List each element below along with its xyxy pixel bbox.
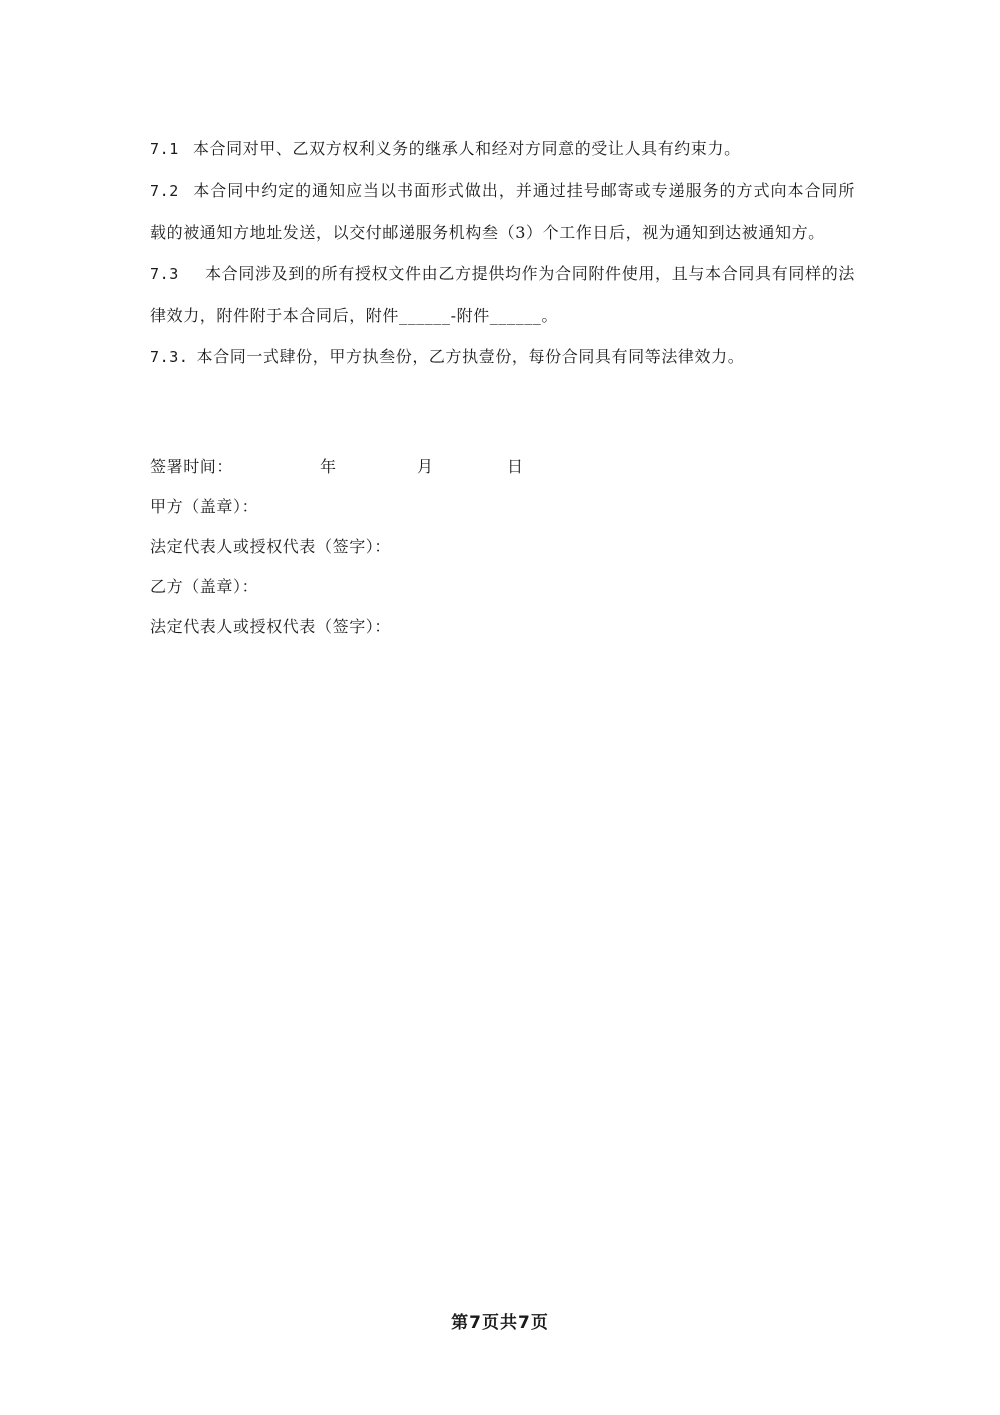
signing-date-line — [150, 447, 855, 487]
signing-date-label: 签署时间： — [150, 457, 234, 476]
clause-text: 本合同中约定的通知应当以书面形式做出，并通过挂号邮寄或专递服务的方式向本合同所载的被通知方地址发送，以交付邮递服务机构叁（3）个工作日后，视为通知到达被通知方。 — [150, 181, 855, 242]
clause-number: 7.2 — [150, 182, 179, 200]
clause-7-2 — [150, 170, 855, 253]
signature-block — [150, 447, 855, 647]
clause-number: 7.3. — [150, 348, 189, 366]
contract-clauses — [150, 128, 855, 378]
party-a-seal-line: 甲方（盖章）： — [150, 497, 259, 516]
clause-7-3-copies — [150, 336, 855, 378]
party-a-representative-line: 法定代表人或授权代表（签字）： — [150, 537, 392, 556]
clause-7-1 — [150, 128, 855, 170]
clause-7-3 — [150, 253, 855, 336]
party-b-seal-line: 乙方（盖章）： — [150, 577, 259, 596]
clause-number: 7.3 — [150, 265, 179, 283]
page-number-footer: 第7页共7页 — [451, 1313, 549, 1333]
month-label: 月 — [417, 457, 434, 476]
day-label: 日 — [507, 457, 524, 476]
clause-text: 本合同一式肆份，甲方执叁份，乙方执壹份，每份合同具有同等法律效力。 — [196, 347, 745, 366]
party-b-representative-line: 法定代表人或授权代表（签字）： — [150, 617, 392, 636]
clause-number: 7.1 — [150, 140, 179, 158]
year-label: 年 — [320, 457, 337, 476]
clause-text: 本合同对甲、乙双方权利义务的继承人和经对方同意的受让人具有约束力。 — [192, 139, 741, 158]
clause-text: 本合同涉及到的所有授权文件由乙方提供均作为合同附件使用，且与本合同具有同样的法律效力，附件附于本合同后，附件______-附件______。 — [150, 264, 855, 325]
